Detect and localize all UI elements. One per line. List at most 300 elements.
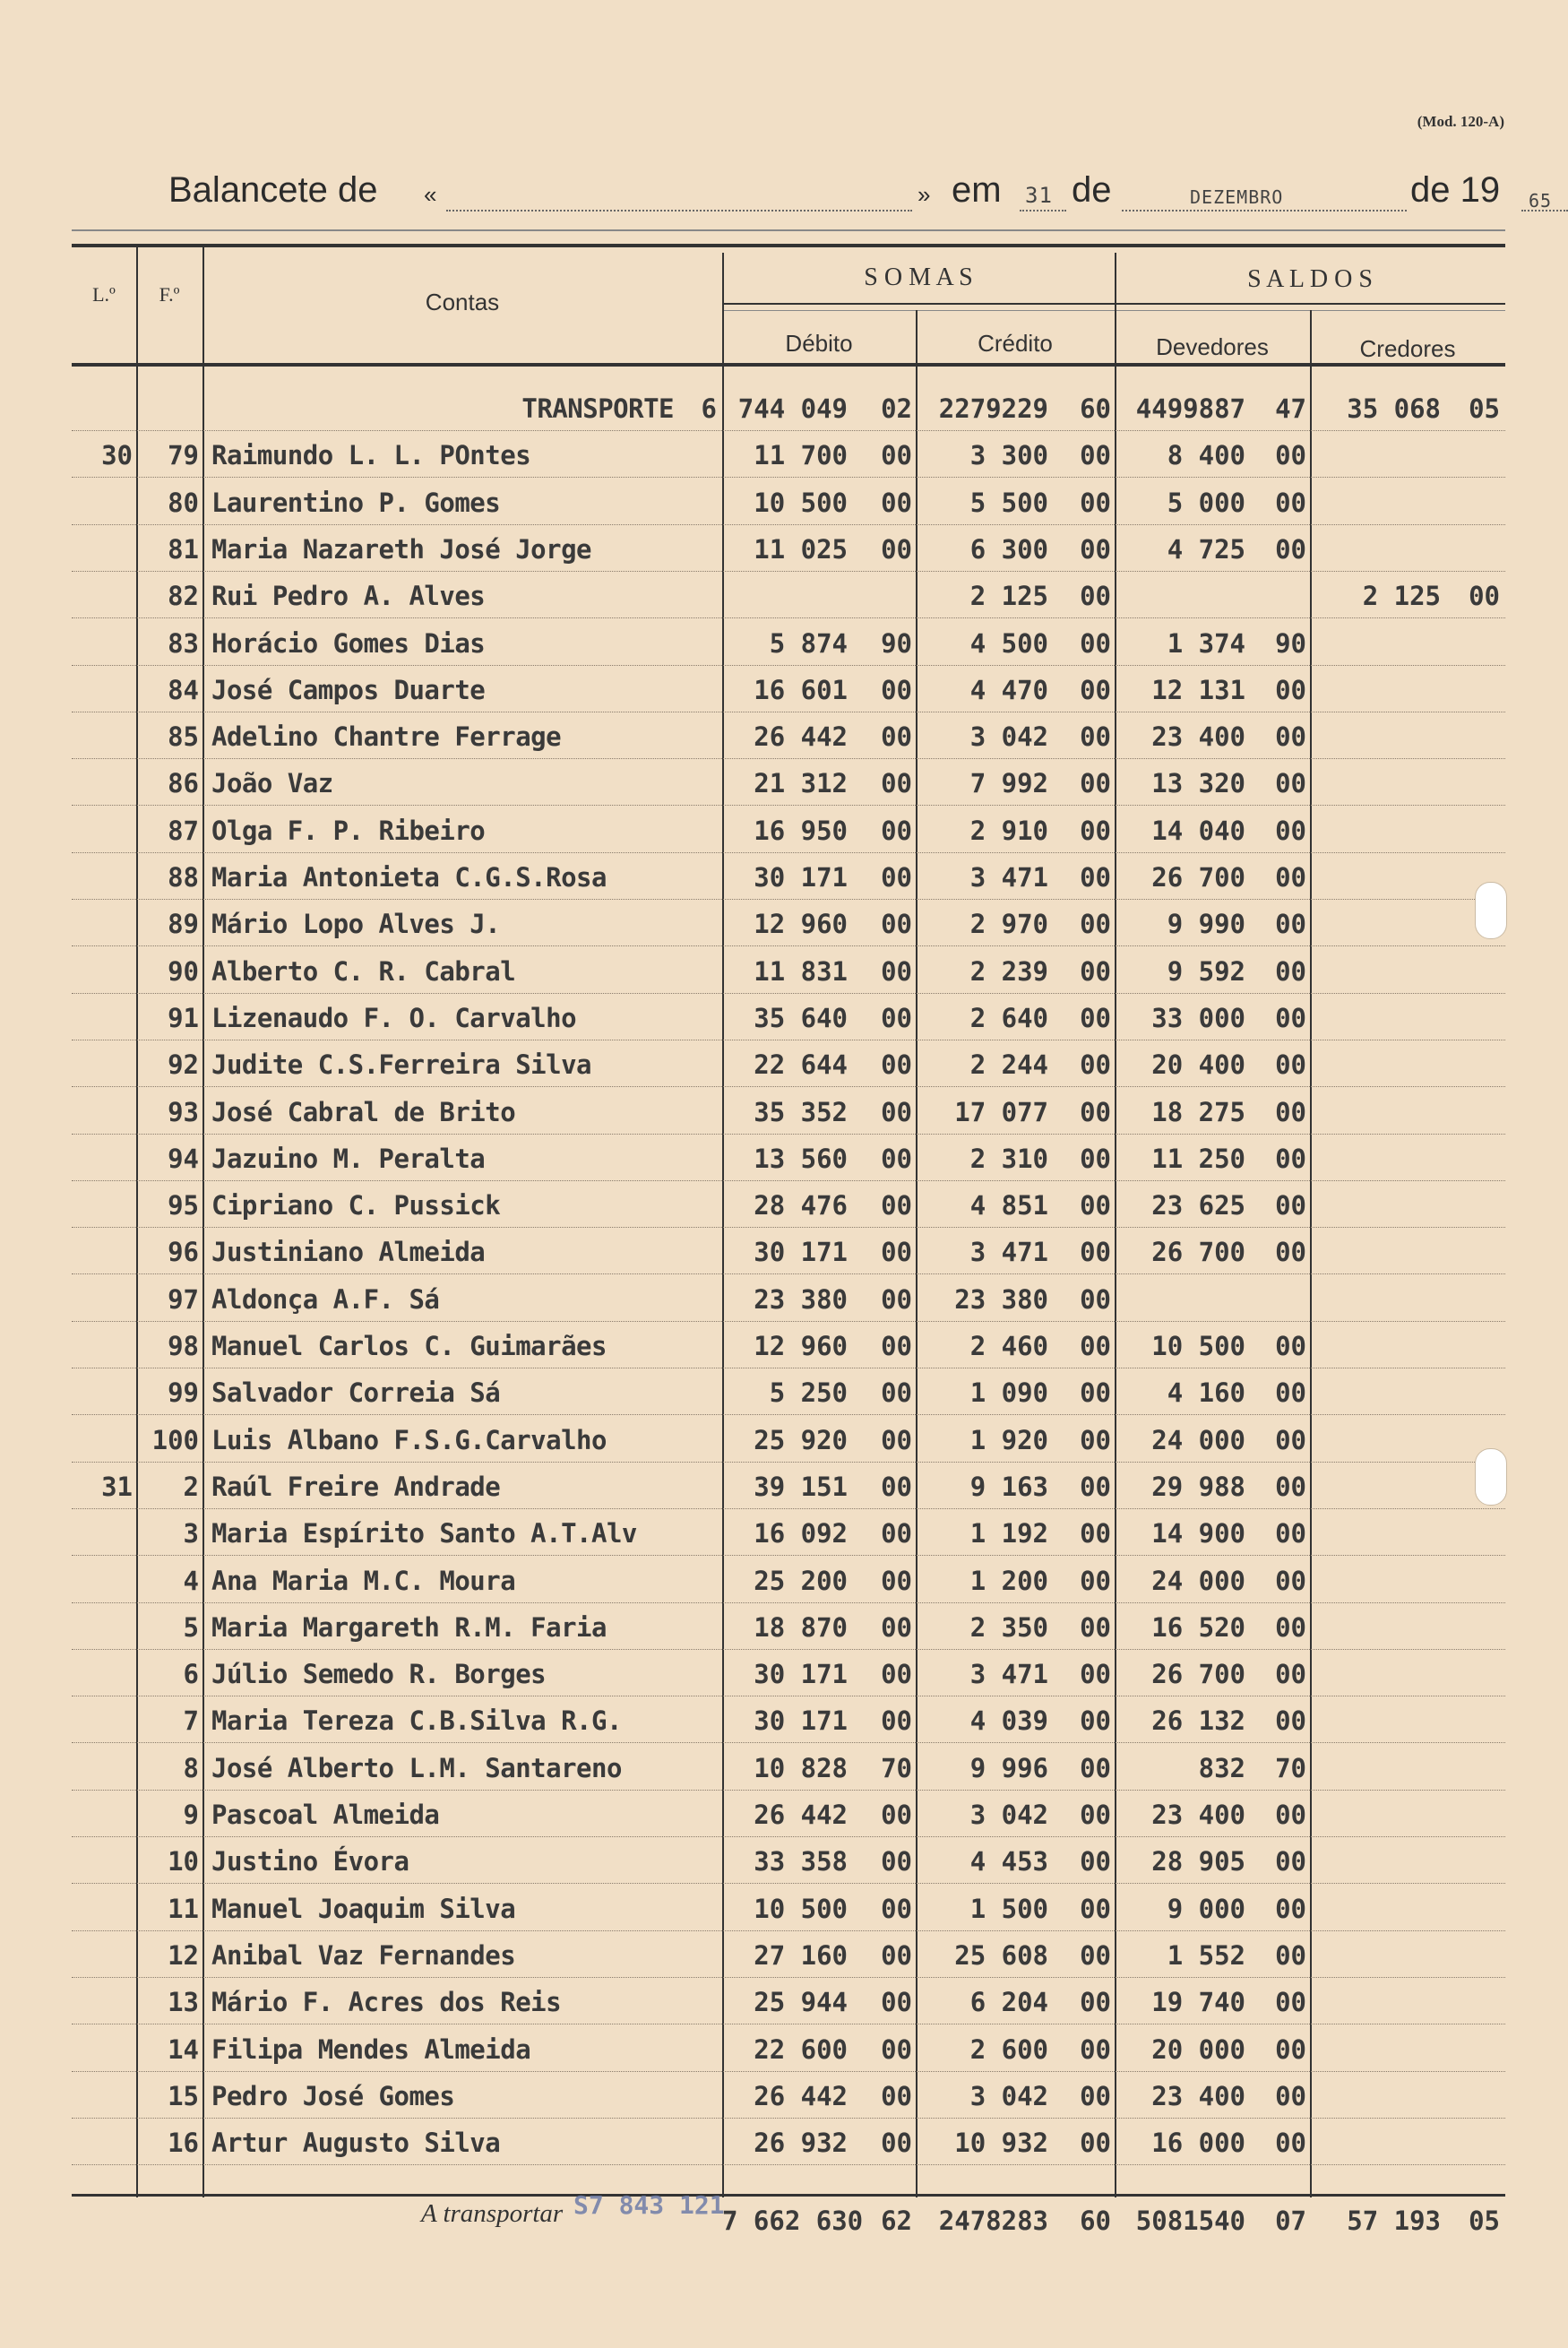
- cell-credores-cents: [1444, 1510, 1500, 1557]
- cell-credito: 2 460: [969, 1331, 1048, 1361]
- cell-debito: 5 874: [769, 627, 848, 659]
- cell-credores: [1310, 1886, 1441, 1932]
- cell-devedores: 29 988: [1151, 1471, 1245, 1502]
- cell-folha: 84: [168, 674, 199, 705]
- cell-extra: [681, 1089, 717, 1135]
- cell-livro: [72, 2119, 133, 2166]
- cell-extra: [681, 1182, 717, 1229]
- cell-devedores-cents: 00: [1275, 1565, 1306, 1596]
- footer-debito-cents: 62: [881, 2206, 912, 2236]
- cell-devedores: 23 400: [1151, 2080, 1245, 2111]
- cell-credito-cents: 00: [1080, 627, 1111, 659]
- cell-devedores-cents: 00: [1275, 2080, 1306, 2111]
- top-rule-thick: [72, 244, 1505, 247]
- cell-account-name: Manuel Carlos C. Guimarães: [211, 1331, 607, 1361]
- cell-account-name: Aldonça A.F. Sá: [211, 1283, 440, 1315]
- top-rule-thin: [72, 229, 1505, 231]
- cell-devedores-cents: 00: [1275, 674, 1306, 705]
- cell-debito: 25 200: [754, 1565, 848, 1596]
- cell-devedores-cents: 00: [1275, 2033, 1306, 2065]
- cell-livro: [72, 1604, 133, 1651]
- cell-credores-cents: [1444, 1369, 1500, 1416]
- cell-devedores: 4499887: [1135, 393, 1245, 424]
- cell-devedores-cents: 00: [1275, 1096, 1306, 1127]
- cell-livro: [72, 948, 133, 995]
- cell-folha: 2: [183, 1471, 199, 1502]
- cell-account-name: Jazuino M. Peralta: [211, 1143, 486, 1174]
- cell-account-name: Salvador Correia Sá: [211, 1377, 501, 1409]
- somas-sub-rule: [722, 303, 1505, 305]
- cell-credores: [1310, 1745, 1441, 1791]
- cell-credito: 2 350: [969, 1611, 1048, 1643]
- cell-credores-cents: [1444, 760, 1500, 807]
- cell-livro: [72, 1417, 133, 1463]
- cell-account-name: Mário F. Acres dos Reis: [211, 1987, 562, 2018]
- cell-devedores-cents: 00: [1275, 815, 1306, 846]
- cell-livro: [72, 1323, 133, 1369]
- cell-credores-cents: [1444, 432, 1500, 479]
- cell-livro: [72, 526, 133, 573]
- cell-credito-cents: 00: [1080, 1939, 1111, 1971]
- cell-debito: 10 828: [754, 1752, 848, 1783]
- cell-account-name: Maria Nazareth José Jorge: [211, 533, 591, 565]
- cell-devedores-cents: 00: [1275, 2128, 1306, 2159]
- cell-credores: [1310, 1838, 1441, 1885]
- cell-devedores: 1 374: [1167, 627, 1245, 659]
- cell-credores-cents: [1444, 713, 1500, 760]
- cell-livro: [72, 1041, 133, 1088]
- cell-devedores-cents: 00: [1275, 1471, 1306, 1502]
- col-rule-folha: [202, 244, 204, 2197]
- cell-livro: [72, 1838, 133, 1885]
- cell-devedores-cents: 00: [1275, 955, 1306, 987]
- cell-credito: 1 090: [969, 1377, 1048, 1409]
- cell-debito: 10 500: [754, 1893, 848, 1924]
- cell-devedores: 9 592: [1167, 955, 1245, 987]
- title-month: DEZEMBRO: [1190, 186, 1284, 208]
- cell-account-name: Rui Pedro A. Alves: [211, 581, 486, 612]
- cell-account-name: Alberto C. R. Cabral: [211, 955, 516, 987]
- cell-debito-cents: 00: [881, 1893, 912, 1924]
- cell-debito-cents: 02: [881, 393, 912, 424]
- cell-livro: [72, 1558, 133, 1604]
- cell-credores: [1310, 667, 1441, 713]
- cell-devedores-cents: 47: [1275, 393, 1306, 424]
- cell-livro: [72, 1697, 133, 1744]
- cell-credores: [1310, 1369, 1441, 1416]
- cell-credito-cents: 00: [1080, 1143, 1111, 1174]
- cell-credores-cents: [1444, 1135, 1500, 1182]
- cell-credores: [1310, 620, 1441, 667]
- cell-livro: 30: [101, 440, 133, 471]
- cell-devedores-cents: [1251, 1276, 1306, 1323]
- cell-debito: 23 380: [754, 1283, 848, 1315]
- cell-extra: [681, 1463, 717, 1510]
- cell-account-name: Adelino Chantre Ferrage: [211, 721, 562, 753]
- cell-credito: 2 600: [969, 2033, 1048, 2065]
- cell-credores-cents: 00: [1469, 581, 1500, 612]
- cell-credores-cents: [1444, 1089, 1500, 1135]
- col-header-folha: F.º: [159, 283, 180, 306]
- cell-debito-cents: 00: [881, 2128, 912, 2159]
- cell-credito: 2 970: [969, 909, 1048, 940]
- cell-debito: 30 171: [754, 1237, 848, 1268]
- cell-credores-cents: [1444, 1791, 1500, 1838]
- cell-debito-cents: 00: [881, 1659, 912, 1690]
- cell-credito: 4 470: [969, 674, 1048, 705]
- cell-debito-cents: 00: [881, 1283, 912, 1315]
- cell-debito: 10 500: [754, 487, 848, 518]
- cell-debito: 16 092: [754, 1518, 848, 1550]
- cell-debito-cents: 00: [881, 1611, 912, 1643]
- cell-folha: 91: [168, 1002, 199, 1033]
- cell-devedores-cents: 00: [1275, 1939, 1306, 1971]
- cell-devedores-cents: 00: [1275, 1424, 1306, 1455]
- cell-account-name: Maria Tereza C.B.Silva R.G.: [211, 1705, 622, 1737]
- cell-livro: [72, 573, 133, 619]
- cell-credito-cents: 00: [1080, 1471, 1111, 1502]
- cell-credito-cents: 00: [1080, 1752, 1111, 1783]
- cell-extra: [681, 2119, 717, 2166]
- cell-credores: [1310, 1182, 1441, 1229]
- cell-extra: [681, 573, 717, 619]
- cell-debito-cents: 00: [881, 1096, 912, 1127]
- cell-credito: 3 300: [969, 440, 1048, 471]
- cell-credores-cents: [1444, 2119, 1500, 2166]
- cell-debito-cents: 00: [881, 862, 912, 893]
- cell-extra: [681, 1791, 717, 1838]
- cell-devedores: 16 000: [1151, 2128, 1245, 2159]
- cell-folha: 87: [168, 815, 199, 846]
- title-prefix: Balancete de: [168, 170, 378, 210]
- cell-credito: 2 640: [969, 1002, 1048, 1033]
- cell-devedores: 9 990: [1167, 909, 1245, 940]
- cell-credores-cents: [1444, 995, 1500, 1041]
- cell-debito-cents: 70: [881, 1752, 912, 1783]
- col-header-somas: S O M A S: [864, 263, 973, 291]
- cell-extra: [681, 1276, 717, 1323]
- cell-debito: 39 151: [754, 1471, 848, 1502]
- cell-debito: 30 171: [754, 1705, 848, 1737]
- cell-credito-cents: 00: [1080, 955, 1111, 987]
- col-header-debito: Débito: [785, 330, 853, 357]
- cell-credores: [1310, 1323, 1441, 1369]
- cell-credito: 2 239: [969, 955, 1048, 987]
- cell-devedores-cents: 00: [1275, 1611, 1306, 1643]
- cell-credito: 4 453: [969, 1846, 1048, 1878]
- cell-devedores: 832: [1198, 1752, 1245, 1783]
- cell-credito-cents: 00: [1080, 674, 1111, 705]
- cell-devedores-cents: 00: [1275, 862, 1306, 893]
- cell-credito: 1 920: [969, 1424, 1048, 1455]
- cell-account-name: Luis Albano F.S.G.Carvalho: [211, 1424, 607, 1455]
- cell-devedores-cents: 00: [1275, 1049, 1306, 1081]
- cell-credores: [1310, 948, 1441, 995]
- cell-devedores-cents: 00: [1275, 1377, 1306, 1409]
- cell-devedores: 24 000: [1151, 1424, 1245, 1455]
- cell-folha: 3: [183, 1518, 199, 1550]
- cell-account-name: Horácio Gomes Dias: [211, 627, 486, 659]
- cell-credito-cents: 00: [1080, 1190, 1111, 1221]
- cell-extra: [681, 807, 717, 854]
- cell-folha: 8: [183, 1752, 199, 1783]
- binder-hole-top: [1475, 882, 1507, 939]
- cell-credito: 3 471: [969, 862, 1048, 893]
- cell-livro: [72, 1791, 133, 1838]
- cell-credores-cents: [1444, 667, 1500, 713]
- cell-extra: 6: [701, 393, 717, 424]
- cell-folha: 79: [168, 440, 199, 471]
- cell-devedores-cents: 70: [1275, 1752, 1306, 1783]
- cell-credito: 1 200: [969, 1565, 1048, 1596]
- cell-folha: 98: [168, 1331, 199, 1361]
- cell-credores: 35 068: [1347, 393, 1441, 424]
- cell-credito: 1 192: [969, 1518, 1048, 1550]
- cell-credores: [1310, 432, 1441, 479]
- cell-credito-cents: 00: [1080, 1518, 1111, 1550]
- cell-credito-cents: 00: [1080, 487, 1111, 518]
- cell-folha: 10: [168, 1846, 199, 1878]
- cell-devedores: 19 740: [1151, 1987, 1245, 2018]
- footer-devedores-cents: 07: [1275, 2206, 1306, 2236]
- cell-credito: 23 380: [954, 1283, 1048, 1315]
- cell-credores-cents: [1444, 1886, 1500, 1932]
- cell-devedores: 14 900: [1151, 1518, 1245, 1550]
- cell-devedores: 8 400: [1167, 440, 1245, 471]
- cell-livro: [72, 1089, 133, 1135]
- cell-credito-cents: 00: [1080, 1987, 1111, 2018]
- cell-credito-cents: 00: [1080, 1846, 1111, 1878]
- cell-credores: [1310, 901, 1441, 947]
- cell-account-name: Judite C.S.Ferreira Silva: [211, 1049, 591, 1081]
- title-close-quote: »: [918, 181, 931, 208]
- footer-label: A transportar: [421, 2199, 564, 2228]
- cell-devedores: 13 320: [1151, 768, 1245, 799]
- cell-debito-cents: 00: [881, 1518, 912, 1550]
- cell-account-name: José Alberto L.M. Santareno: [211, 1752, 622, 1783]
- cell-account-name: João Vaz: [211, 768, 333, 799]
- cell-credores: [1310, 1417, 1441, 1463]
- cell-folha: 4: [183, 1565, 199, 1596]
- cell-credores: [1310, 1276, 1441, 1323]
- cell-credores-cents: [1444, 1604, 1500, 1651]
- cell-credito-cents: 00: [1080, 721, 1111, 753]
- cell-debito-cents: 00: [881, 768, 912, 799]
- cell-account-name: Maria Antonieta C.G.S.Rosa: [211, 862, 607, 893]
- cell-debito-cents: 00: [881, 815, 912, 846]
- cell-credores: [1310, 1932, 1441, 1979]
- cell-credito-cents: 60: [1080, 393, 1111, 424]
- cell-debito-cents: 00: [881, 533, 912, 565]
- cell-credito: 2 910: [969, 815, 1048, 846]
- cell-credito-cents: 00: [1080, 440, 1111, 471]
- cell-devedores-cents: 00: [1275, 440, 1306, 471]
- cell-folha: 90: [168, 955, 199, 987]
- cell-credores-cents: [1444, 2026, 1500, 2073]
- cell-extra: [681, 760, 717, 807]
- cell-credores: [1310, 1229, 1441, 1275]
- footer-rule: [72, 2194, 1505, 2197]
- cell-folha: 88: [168, 862, 199, 893]
- cell-account-name: Pedro José Gomes: [211, 2080, 455, 2111]
- title-day: 31: [1025, 183, 1053, 208]
- cell-debito: 28 476: [754, 1190, 848, 1221]
- cell-credito: 9 163: [969, 1471, 1048, 1502]
- cell-credores-cents: [1444, 1697, 1500, 1744]
- cell-debito-cents: 00: [881, 1377, 912, 1409]
- cell-livro: [72, 1886, 133, 1932]
- cell-extra: [681, 1932, 717, 1979]
- cell-credores-cents: [1444, 1229, 1500, 1275]
- cell-devedores-cents: 00: [1275, 1190, 1306, 1221]
- cell-account-name: José Cabral de Brito: [211, 1096, 516, 1127]
- cell-livro: [72, 854, 133, 901]
- cell-extra: [681, 1697, 717, 1744]
- cell-credito: 3 471: [969, 1659, 1048, 1690]
- cell-devedores: 14 040: [1151, 815, 1245, 846]
- cell-credito: 9 996: [969, 1752, 1048, 1783]
- cell-credito-cents: 00: [1080, 581, 1111, 612]
- cell-debito: 11 700: [754, 440, 848, 471]
- cell-account-name: Júlio Semedo R. Borges: [211, 1659, 547, 1690]
- cell-debito: 26 442: [754, 721, 848, 753]
- cell-credito-cents: 00: [1080, 815, 1111, 846]
- cell-credito: 7 992: [969, 768, 1048, 799]
- cell-folha: 9: [183, 1800, 199, 1830]
- cell-credores-cents: [1444, 1651, 1500, 1697]
- cell-debito: 12 960: [754, 1331, 848, 1361]
- footer-credito: 2478283: [938, 2206, 1048, 2236]
- cell-devedores-cents: 00: [1275, 1800, 1306, 1830]
- cell-account-name: Justino Évora: [211, 1846, 409, 1878]
- cell-extra: [681, 1135, 717, 1182]
- footer-devedores: 5081540: [1135, 2206, 1245, 2236]
- cell-credito: 3 042: [969, 1800, 1048, 1830]
- cell-credores: [1310, 1558, 1441, 1604]
- cell-credores: [1310, 713, 1441, 760]
- cell-credito-cents: 00: [1080, 533, 1111, 565]
- cell-credito: 6 300: [969, 533, 1048, 565]
- cell-account-name: Filipa Mendes Almeida: [211, 2033, 531, 2065]
- cell-debito-cents: [857, 573, 912, 619]
- col-header-contas: Contas: [425, 289, 500, 315]
- cell-debito: 22 600: [754, 2033, 848, 2065]
- footer-stamp: S7 843 121: [573, 2190, 725, 2220]
- cell-account-name: Olga F. P. Ribeiro: [211, 815, 486, 846]
- cell-credores-cents: [1444, 1182, 1500, 1229]
- cell-credito: 1 500: [969, 1893, 1048, 1924]
- cell-credores: [1310, 1463, 1441, 1510]
- cell-credito: 2 244: [969, 1049, 1048, 1081]
- cell-extra: [681, 1651, 717, 1697]
- title-de-year: de 19: [1410, 170, 1501, 210]
- page-title: [168, 170, 1553, 224]
- cell-debito: 16 601: [754, 674, 848, 705]
- cell-credito-cents: 00: [1080, 1659, 1111, 1690]
- cell-devedores-cents: 00: [1275, 1518, 1306, 1550]
- cell-folha: 93: [168, 1096, 199, 1127]
- cell-extra: [681, 2026, 717, 2073]
- cell-credito-cents: 00: [1080, 1705, 1111, 1737]
- title-de: de: [1072, 170, 1112, 210]
- cell-debito-cents: 00: [881, 1705, 912, 1737]
- cell-credito: 4 500: [969, 627, 1048, 659]
- cell-devedores: 10 500: [1151, 1331, 1245, 1361]
- cell-debito: 30 171: [754, 862, 848, 893]
- cell-account-name: Artur Augusto Silva: [211, 2128, 501, 2159]
- cell-livro: [72, 807, 133, 854]
- title-year: 65: [1529, 190, 1553, 211]
- cell-credores: [1310, 2119, 1441, 2166]
- cell-livro: [72, 1510, 133, 1557]
- cell-credores-cents: [1444, 1932, 1500, 1979]
- cell-account-name: Maria Margareth R.M. Faria: [211, 1611, 607, 1643]
- cell-debito-cents: 00: [881, 1424, 912, 1455]
- cell-folha: 92: [168, 1049, 199, 1081]
- cell-credito-cents: 00: [1080, 2128, 1111, 2159]
- cell-livro: [72, 1369, 133, 1416]
- cell-account-name: Justiniano Almeida: [211, 1237, 486, 1268]
- cell-credores: [1310, 807, 1441, 854]
- cell-debito: 16 950: [754, 815, 848, 846]
- cell-debito-cents: 00: [881, 2033, 912, 2065]
- col-header-saldos: S A L D O S: [1247, 265, 1373, 293]
- cell-debito-cents: 00: [881, 1800, 912, 1830]
- cell-folha: 97: [168, 1283, 199, 1315]
- cell-extra: [681, 1558, 717, 1604]
- cell-credito: 3 042: [969, 2080, 1048, 2111]
- cell-folha: 86: [168, 768, 199, 799]
- cell-extra: [681, 1838, 717, 1885]
- cell-devedores: 12 131: [1151, 674, 1245, 705]
- cell-credores: [1310, 854, 1441, 901]
- cell-debito-cents: 00: [881, 955, 912, 987]
- cell-devedores: [1115, 573, 1245, 619]
- cell-devedores: 4 725: [1167, 533, 1245, 565]
- cell-devedores: 33 000: [1151, 1002, 1245, 1033]
- cell-extra: [681, 1229, 717, 1275]
- cell-folha: [136, 385, 199, 432]
- cell-debito: 26 932: [754, 2128, 848, 2159]
- cell-folha: 82: [168, 581, 199, 612]
- cell-livro: [72, 479, 133, 526]
- cell-folha: 14: [168, 2033, 199, 2065]
- cell-livro: [72, 1979, 133, 2025]
- footer-credito-cents: 60: [1080, 2206, 1111, 2236]
- cell-devedores-cents: 00: [1275, 1893, 1306, 1924]
- cell-credito-cents: 00: [1080, 1611, 1111, 1643]
- cell-credores-cents: [1444, 1323, 1500, 1369]
- cell-extra: [681, 1510, 717, 1557]
- cell-devedores: 5 000: [1167, 487, 1245, 518]
- cell-credores-cents: [1444, 620, 1500, 667]
- cell-debito: 35 640: [754, 1002, 848, 1033]
- col-header-livro: L.º: [92, 283, 116, 306]
- cell-debito: 25 944: [754, 1987, 848, 2018]
- somas-sub-rule-2: [722, 310, 1505, 311]
- cell-credito-cents: 00: [1080, 1283, 1111, 1315]
- cell-account-name: Raúl Freire Andrade: [211, 1471, 501, 1502]
- cell-devedores-cents: 00: [1275, 487, 1306, 518]
- cell-folha: 15: [168, 2080, 199, 2111]
- cell-livro: [72, 385, 133, 432]
- cell-devedores: 16 520: [1151, 1611, 1245, 1643]
- cell-devedores: 23 400: [1151, 1800, 1245, 1830]
- cell-folha: 5: [183, 1611, 199, 1643]
- cell-credito: 17 077: [954, 1096, 1048, 1127]
- cell-extra: [681, 1369, 717, 1416]
- cell-debito-cents: 00: [881, 1143, 912, 1174]
